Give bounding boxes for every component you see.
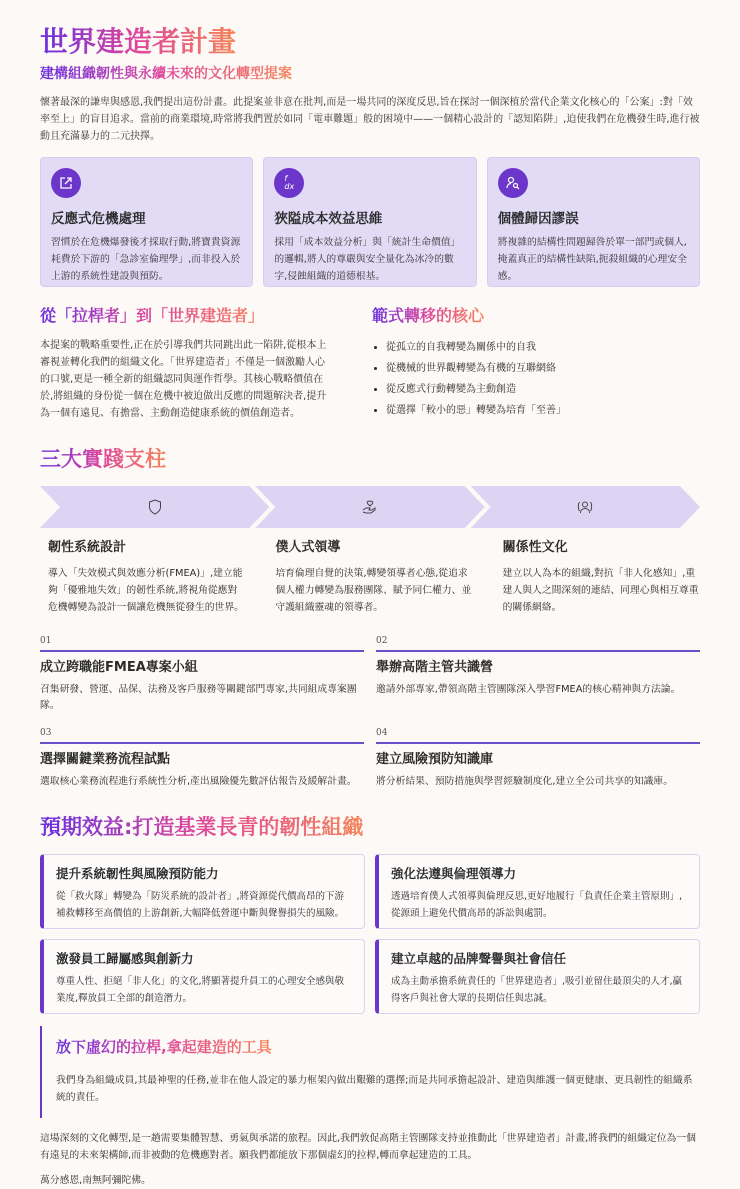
benefit-text: 成為主動承擔系統責任的「世界建造者」,吸引並留住最頂尖的人才,贏得客戶與社會大眾的長期信任與忠誠。 — [391, 976, 683, 1004]
quote-text: 我們身為組織成員,其最神聖的任務,並非在他人設定的暴力框架內做出艱難的選擇;而是共同承擔起設計、建造與維護一個更健康、更具韌性的組織系統的責任。 — [56, 1075, 693, 1103]
benefits-title: 預期效益:打造基業長青的韌性組織 — [40, 812, 363, 842]
closing-paragraph: 這場深刻的文化轉型,是一趟需要集體智慧、勇氣與承諾的旅程。因此,我們敦促高階主管團隊支持並推動此「世界建造者」計畫,將我們的組織定位為一個有遠見的未來架構師,而非被動的危機應對者。願我們都能放下那個虛幻的拉桿,轉而拿起建造的工具。 — [40, 1133, 696, 1161]
step-title: 選擇關鍵業務流程試點 — [40, 752, 171, 767]
page-title: 世界建造者計畫 — [40, 25, 237, 58]
pillar-text: 建立以人為本的組織,對抗「非人化感知」,重建人與人之間深刻的連結、同理心與相互尊重的關係網絡。 — [502, 568, 699, 613]
pillar-text: 培育倫理自覺的決策,轉變領導者心態,從追求個人權力轉變為服務團隊、賦予同仁權力、並守護組織靈魂的領導者。 — [275, 568, 472, 613]
list-item: • 從選擇「較小的惡」轉變為培育「至善」 — [386, 400, 700, 421]
pillar-title: 韌性系統設計 — [48, 540, 127, 555]
step-title: 成立跨職能FMEA專案小組 — [40, 660, 198, 675]
quote-title: 放下虛幻的拉桿,拿起建造的工具 — [56, 1038, 272, 1056]
benefit-title: 建立卓越的品牌聲譽與社會信任 — [391, 951, 567, 966]
function-icon: f dx — [274, 168, 304, 198]
problem-title: 個體歸因謬誤 — [497, 211, 579, 227]
step-number: 02 — [376, 636, 700, 652]
problem-card — [487, 157, 700, 287]
benefit-text: 尊重人性、拒絕「非人化」的文化,將顯著提升員工的心理安全感與敬業度,釋放員工全部的創造潛力。 — [56, 976, 345, 1004]
pillar — [40, 538, 245, 616]
pillar — [267, 538, 472, 616]
problem-cards — [40, 157, 700, 287]
step — [376, 728, 700, 790]
problem-text: 採用「成本效益分析」與「統計生命價值」的邏輯,將人的尊嚴與安全量化為冰冷的數字,侵蝕組織的道德根基。 — [274, 237, 461, 282]
benefit-title: 激發員工歸屬感與創新力 — [56, 951, 194, 966]
step-text: 邀請外部專家,帶領高階主管團隊深入學習FMEA的核心精神與方法論。 — [376, 684, 681, 695]
problem-title: 反應式危機處理 — [51, 211, 146, 227]
pillars-title: 三大實踐支柱 — [40, 444, 166, 474]
pillar-text: 導入「失效模式與效應分析(FMEA)」,建立能夠「優雅地失效」的韌性系統,將視角從應對危機轉變為設計一個讓危機無從發生的世界。 — [48, 568, 244, 613]
problem-text: 習慣於在危機爆發後才採取行動,將寶貴資源耗費於下游的「急診室倫理學」,而非投入於上游的系統性建設與預防。 — [51, 237, 241, 282]
step — [376, 636, 700, 714]
pillar-chevrons — [40, 486, 700, 528]
pillar-title: 關係性文化 — [502, 540, 568, 555]
closing — [40, 1130, 700, 1189]
external-link-icon — [51, 168, 81, 198]
step-text: 召集研發、營運、品保、法務及客戶服務等關鍵部門專家,共同組成專案團隊。 — [40, 684, 357, 711]
shift-text: 本提案的戰略重要性,正在於引導我們共同跳出此一陷阱,從根本上審視並轉化我們的組織文化。「世界建造者」不僅是一個激勵人心的口號,更是一種全新的組織認同與運作哲學。其核心戰略價值在於,將組織的身份從一個在危機中被迫做出反應的問題解決者,提升為一個有遠見、有擔當、主動創造健康系統的價值創造者。 — [40, 340, 327, 419]
benefit-title: 提升系統韌性與風險預防能力 — [56, 866, 219, 881]
benefit-text: 從「救火隊」轉變為「防災系統的設計者」,將資源從代價高昂的下游補救轉移至高價值的上游創新,大幅降低營運中斷與聲譽損失的風險。 — [56, 891, 345, 919]
benefit-text: 透過培育僕人式領導與倫理反思,更好地履行「負責任企業主管原則」,從源頭上避免代價高昂的訴訟與處罰。 — [391, 891, 683, 919]
step-number: 04 — [376, 728, 700, 744]
benefit-card — [40, 854, 365, 929]
step-text: 將分析結果、預防措施與學習經驗制度化,建立全公司共享的知識庫。 — [376, 776, 674, 787]
benefit-card — [40, 939, 365, 1014]
list-item: • 從反應式行動轉變為主動創造 — [386, 379, 700, 400]
step — [40, 728, 364, 790]
pillar — [495, 538, 700, 616]
step-text: 選取核心業務流程進行系統性分析,產出風險優先數評估報告及緩解計畫。 — [40, 776, 357, 787]
action-steps — [40, 636, 700, 790]
benefit-card — [375, 939, 700, 1014]
problem-card — [40, 157, 253, 287]
pillars — [40, 538, 700, 616]
step-title: 建立風險預防知識庫 — [376, 752, 494, 767]
list-item: • 從孤立的自我轉變為關係中的自我 — [386, 337, 700, 358]
paradigm-list — [372, 337, 700, 421]
shift-title: 從「拉桿者」到「世界建造者」 — [40, 306, 265, 325]
step-number: 03 — [40, 728, 364, 744]
paradigm-title: 範式轉移的核心 — [372, 306, 485, 325]
closing-signoff: 萬分感恩,南無阿彌陀佛。 — [40, 1175, 151, 1186]
benefit-title: 強化法遵與倫理領導力 — [391, 866, 517, 881]
pillar-title: 僕人式領導 — [275, 540, 341, 555]
page-subtitle: 建構組織韌性與永續未來的文化轉型提案 — [40, 66, 292, 82]
problem-card — [263, 157, 476, 287]
step-title: 舉辦高階主管共識營 — [376, 660, 494, 675]
call-to-action-quote — [40, 1026, 700, 1118]
hand-heart-icon — [255, 486, 484, 528]
shift-section — [40, 305, 700, 422]
problem-title: 狹隘成本效益思維 — [274, 211, 383, 227]
problem-text: 將複雜的結構性問題歸咎於單一部門或個人,掩蓋真正的結構性缺陷,扼殺組織的心理安全感。 — [497, 237, 687, 282]
users-icon — [471, 486, 700, 528]
intro-paragraph: 懷著最深的謙卑與感恩,我們提出這份計畫。此提案並非意在批判,而是一場共同的深度反思,旨在探討一個深植於當代企業文化核心的「公案」:對「效率至上」的盲目追求。當前的商業環境,時常將我們置於如同「電車難題」般的困境中——一個精心設計的「認知陷阱」,迫使我們在危機發生時,進行被動且充滿暴力的二元抉擇。 — [40, 97, 700, 142]
benefit-cards — [40, 854, 700, 1014]
benefit-card — [375, 854, 700, 929]
shield-icon — [40, 486, 269, 528]
user-search-icon — [498, 168, 528, 198]
list-item: • 從機械的世界觀轉變為有機的互聯網絡 — [386, 358, 700, 379]
step — [40, 636, 364, 714]
step-number: 01 — [40, 636, 364, 652]
